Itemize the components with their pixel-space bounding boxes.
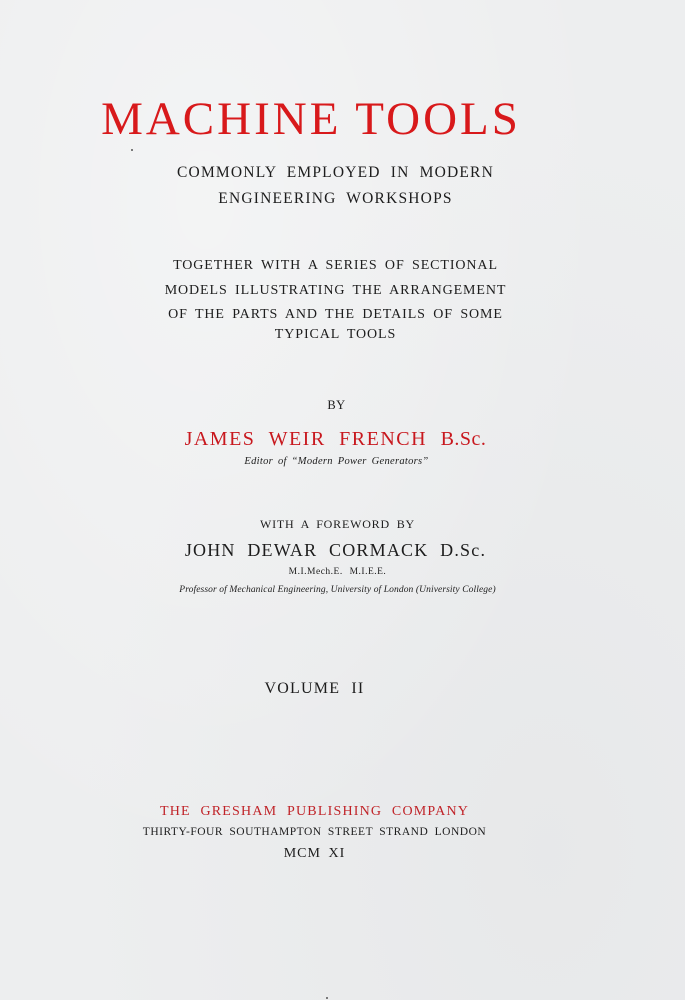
paper-speck [326, 997, 328, 999]
publisher-name: THE GRESHAM PUBLISHING COMPANY [159, 804, 470, 819]
foreword-label: WITH A FOREWORD BY [259, 517, 416, 531]
description-line-1: TOGETHER WITH A SERIES OF SECTIONAL [173, 258, 498, 273]
author-name: JAMES WEIR FRENCH [184, 428, 428, 450]
volume-number: VOLUME II [264, 680, 365, 697]
foreword-qualifications: M.I.Mech.E. M.I.E.E. [288, 567, 387, 577]
foreword-author-name: JOHN DEWAR CORMACK [184, 540, 429, 560]
author-line [0, 428, 678, 451]
subtitle-line-1: COMMONLY EMPLOYED IN MODERN [177, 164, 494, 181]
foreword-position: Professor of Mechanical Engineering, University of London (University College) [179, 585, 496, 595]
author-degree: B.Sc. [440, 428, 487, 450]
foreword-author-degree: D.Sc. [440, 540, 487, 560]
publisher-address: THIRTY-FOUR SOUTHAMPTON STREET STRAND LONDON [142, 826, 487, 838]
book-title: MACHINE TOOLS [101, 93, 521, 145]
publication-year: MCM XI [283, 846, 346, 861]
description-line-4: TYPICAL TOOLS [274, 327, 397, 342]
subtitle-line-2: ENGINEERING WORKSHOPS [218, 190, 453, 207]
description-line-2: MODELS ILLUSTRATING THE ARRANGEMENT [164, 283, 507, 298]
by-label: BY [327, 398, 346, 412]
description-line-3: OF THE PARTS AND THE DETAILS OF SOME [168, 307, 503, 322]
paper-speck [131, 149, 133, 151]
foreword-author-line [0, 540, 678, 561]
author-role: Editor of “Modern Power Generators” [244, 456, 429, 467]
